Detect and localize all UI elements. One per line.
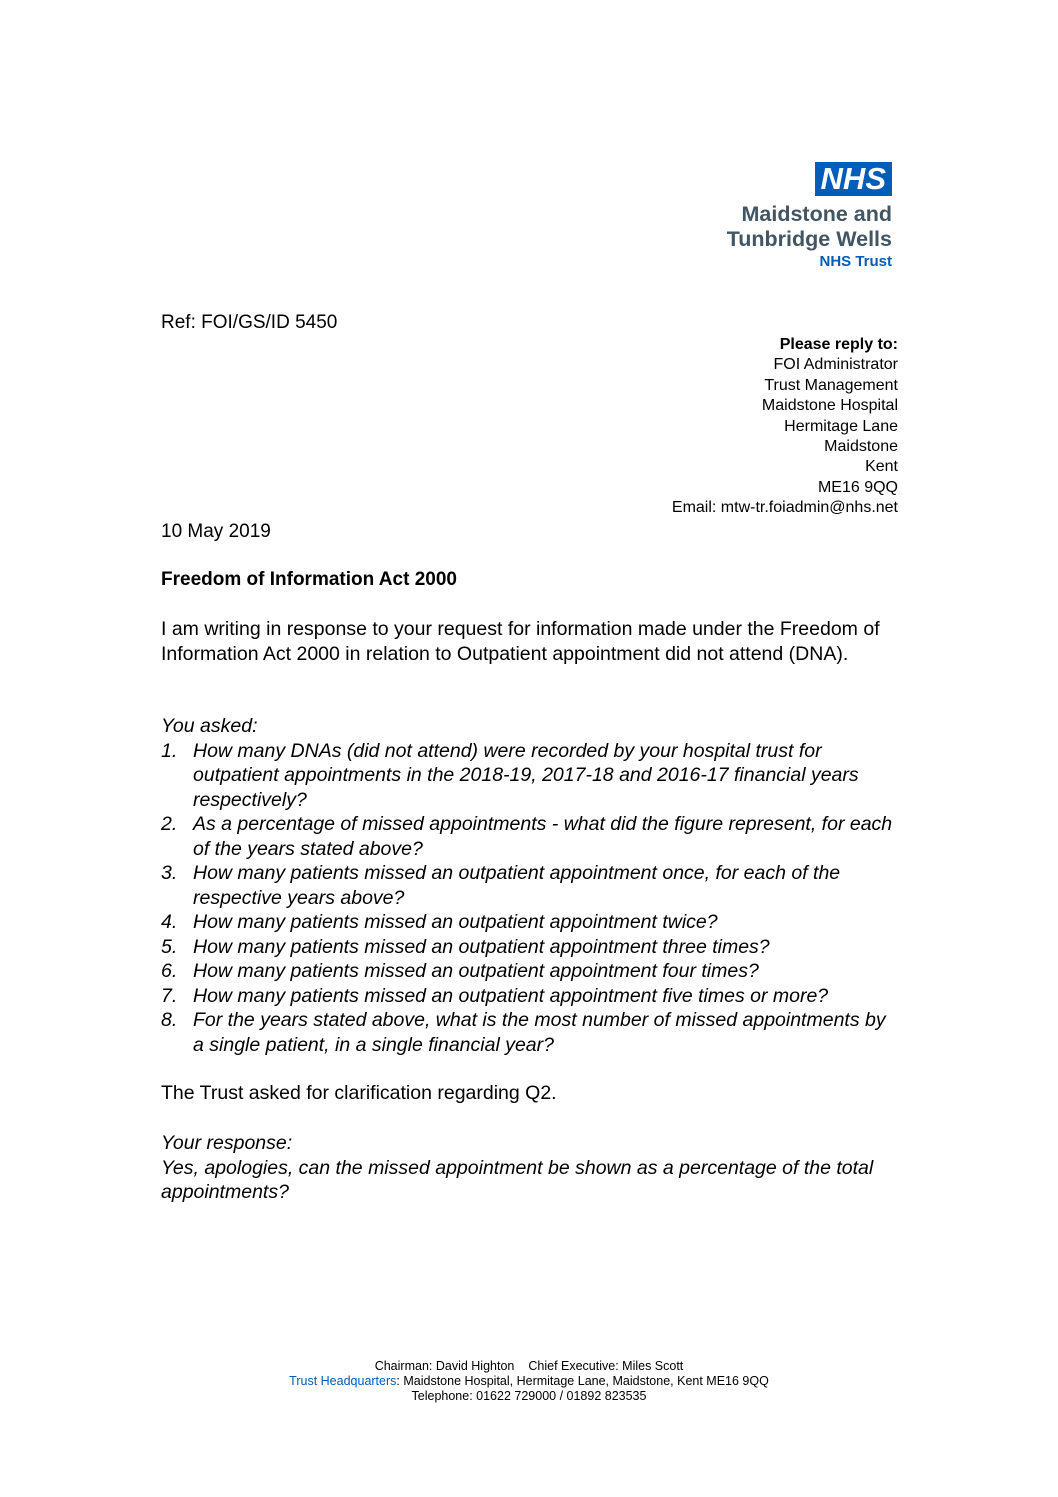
item-number: 5. bbox=[161, 935, 178, 958]
item-number: 8. bbox=[161, 1009, 178, 1031]
trust-name bbox=[727, 202, 892, 252]
clarification-text: The Trust asked for clarification regarding Q2. bbox=[161, 1082, 557, 1104]
list-item bbox=[161, 812, 901, 861]
intro-paragraph: I am writing in response to your request for information made under the Freedom of Information Act 2000 in relation to Outpatient appointment did not attend (DNA). bbox=[161, 618, 880, 665]
item-text: How many patients missed an outpatient appointment once, for each of the respective years above? bbox=[193, 862, 841, 909]
list-item bbox=[161, 935, 901, 960]
footer-hq-label: Trust Headquarters bbox=[289, 1374, 397, 1388]
item-text: How many patients missed an outpatient appointment five times or more? bbox=[193, 984, 829, 1007]
letter-date: 10 May 2019 bbox=[161, 521, 271, 542]
list-item bbox=[161, 984, 901, 1009]
reply-address-block bbox=[672, 335, 898, 519]
item-number: 1. bbox=[161, 739, 178, 762]
reply-line: Hermitage Lane bbox=[784, 417, 898, 435]
footer-telephone: Telephone: 01622 729000 / 01892 823535 bbox=[411, 1389, 647, 1403]
list-item bbox=[161, 1008, 901, 1057]
reply-line: ME16 9QQ bbox=[817, 478, 898, 496]
trust-name-line2: Tunbridge Wells bbox=[726, 227, 892, 251]
questions-label: You asked: bbox=[161, 715, 258, 737]
item-number: 4. bbox=[161, 911, 178, 933]
list-item bbox=[161, 739, 901, 813]
reply-line: FOI Administrator bbox=[773, 356, 898, 374]
response-text: Yes, apologies, can the missed appointment be shown as a percentage of the total appointments? bbox=[161, 1156, 874, 1203]
reply-header: Please reply to: bbox=[779, 336, 898, 353]
item-text: How many DNAs (did not attend) were recorded by your hospital trust for outpatient appointments in the 2018-19, 2017-18 and 2016-17 financial years respectively? bbox=[193, 739, 859, 811]
list-item bbox=[161, 959, 901, 984]
item-number: 6. bbox=[161, 960, 178, 982]
reply-line: Trust Management bbox=[764, 376, 898, 394]
reply-line: Kent bbox=[865, 458, 898, 476]
footer-chairman: Chairman: David Highton bbox=[374, 1359, 515, 1373]
letter-heading: Freedom of Information Act 2000 bbox=[161, 569, 457, 590]
reference-number: Ref: FOI/GS/ID 5450 bbox=[161, 312, 338, 333]
footer-chief-executive: Chief Executive: Miles Scott bbox=[528, 1359, 684, 1373]
list-item bbox=[161, 861, 901, 910]
list-item bbox=[161, 910, 901, 935]
item-text: How many patients missed an outpatient appointment four times? bbox=[193, 960, 759, 982]
item-text: As a percentage of missed appointments - what did the figure represent, for each of the years stated above? bbox=[193, 813, 893, 860]
footer-hq-address: : Maidstone Hospital, Hermitage Lane, Maidstone, Kent ME16 9QQ bbox=[396, 1374, 769, 1388]
response-section bbox=[161, 1131, 906, 1205]
reply-line: Maidstone Hospital bbox=[761, 397, 898, 415]
trust-name-line1: Maidstone and bbox=[741, 202, 892, 226]
item-text: How many patients missed an outpatient appointment twice? bbox=[193, 911, 718, 933]
footer-headquarters bbox=[0, 1374, 1058, 1389]
questions-list bbox=[161, 739, 901, 1058]
nhs-logo-box: NHS bbox=[815, 162, 892, 196]
item-text: For the years stated above, what is the most number of missed appointments by a single patient, in a single financial year? bbox=[193, 1009, 886, 1056]
trust-name-line3: NHS Trust bbox=[819, 253, 892, 270]
nhs-trust-logo bbox=[727, 162, 892, 271]
reply-email: Email: mtw-tr.foiadmin@nhs.net bbox=[671, 499, 898, 517]
response-label: Your response: bbox=[161, 1132, 293, 1154]
letter-footer bbox=[0, 1359, 1058, 1404]
reply-line: Maidstone bbox=[824, 438, 898, 456]
item-number: 7. bbox=[161, 984, 178, 1007]
questions-section bbox=[161, 714, 901, 1057]
footer-officers bbox=[0, 1359, 1058, 1374]
item-text: How many patients missed an outpatient appointment three times? bbox=[193, 935, 770, 958]
item-number: 3. bbox=[161, 862, 178, 884]
item-number: 2. bbox=[161, 813, 178, 835]
